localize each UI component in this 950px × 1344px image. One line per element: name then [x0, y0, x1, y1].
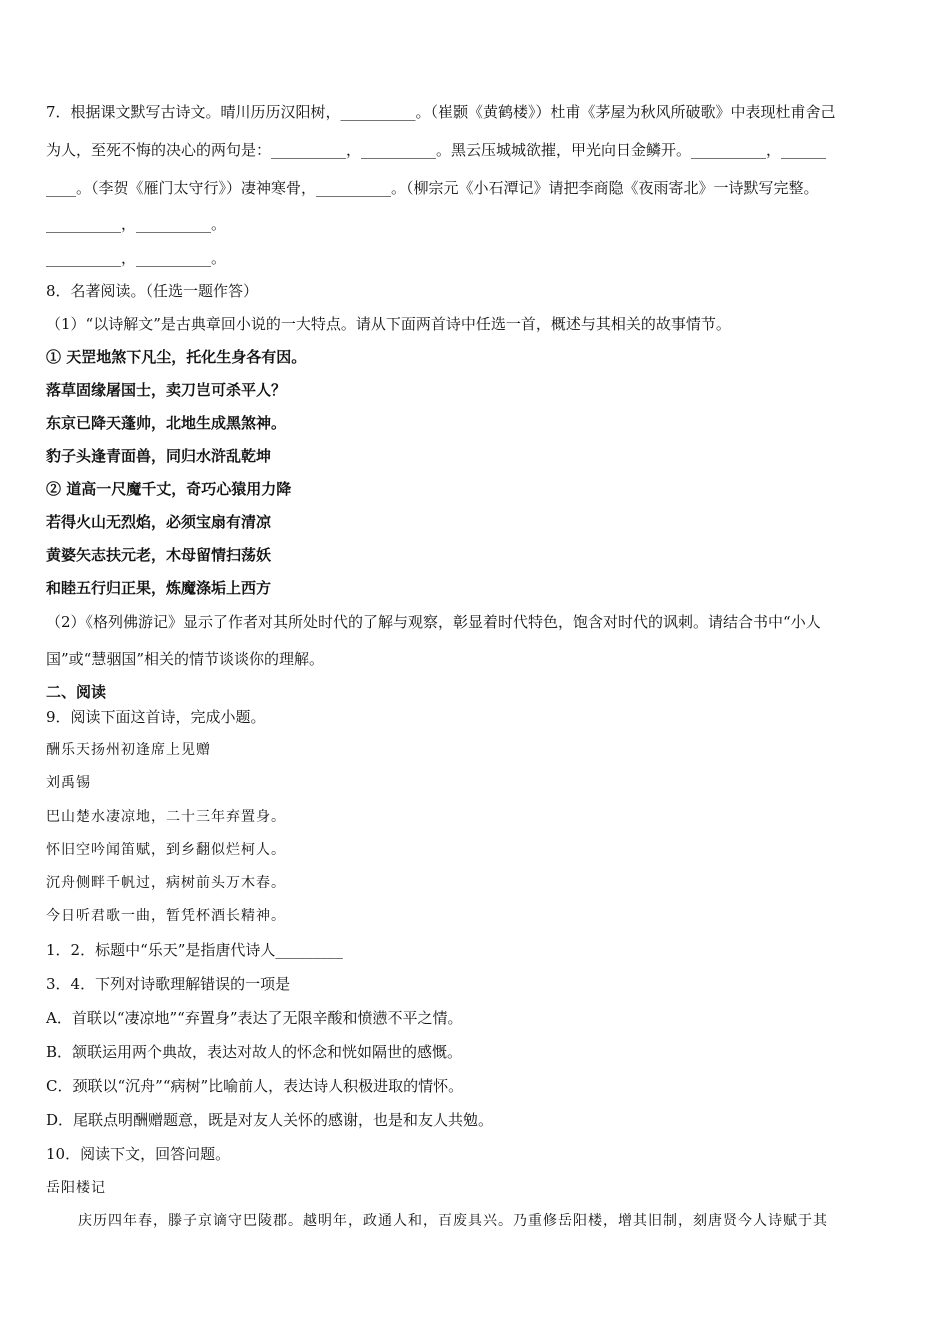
q7-line-2: 为人，至死不悔的决心的两句是：__________，__________。黑云压城城欲摧，甲光向日金鳞开。__________，______	[46, 141, 827, 159]
q9-poem-title: 酬乐天扬州初逢席上见赠	[46, 742, 211, 758]
q10-intro: 10．阅读下文，回答问题。	[46, 1145, 231, 1163]
q8-part1: （1）“以诗解文”是古典章回小说的一大特点。请从下面两首诗中任选一首，概述与其相关的故事情节。	[46, 315, 731, 333]
q9-option-c: C．颈联以“沉舟”“病树”比喻前人，表达诗人积极进取的情怀。	[46, 1077, 464, 1095]
q10-text-line: 庆历四年春，滕子京谪守巴陵郡。越明年，政通人和，百废具兴。乃重修岳阳楼，增其旧制，刻唐贤今人诗赋于其	[78, 1213, 828, 1229]
q9-author: 刘禹锡	[46, 775, 91, 791]
q9-poem-line: 沉舟侧畔千帆过，病树前头万木春。	[46, 875, 286, 891]
poem1-line: 落草固缘屠国士，卖刀岂可杀平人？	[46, 381, 287, 399]
q7-line-4: __________，__________。	[46, 215, 227, 233]
poem1-line: ① 天罡地煞下凡尘，托化生身各有因。	[46, 348, 307, 366]
q7-line-3: ____。（李贺《雁门太守行》）凄神寒骨，__________。（柳宗元《小石潭记》请把李商隐《夜雨寄北》一诗默写完整。	[46, 179, 819, 197]
q9-intro: 9．阅读下面这首诗，完成小题。	[46, 708, 266, 726]
poem1-line: 东京已降天蓬帅，北地生成黑煞神。	[46, 414, 287, 432]
q9-option-b: B．颔联运用两个典故，表达对故人的怀念和恍如隔世的感慨。	[46, 1043, 463, 1061]
q8-part2-line-1: （2）《格列佛游记》显示了作者对其所处时代的了解与观察，彰显着时代特色，饱含对时代的讽刺。请结合书中“小人	[46, 613, 821, 631]
q9-option-a: A．首联以“凄凉地”“弃置身”表达了无限辛酸和愤懑不平之情。	[46, 1009, 463, 1027]
q7-line-5: __________，__________。	[46, 249, 227, 267]
q9-sub2: 3．4．下列对诗歌理解错误的一项是	[46, 975, 291, 993]
poem2-line: 若得火山无烈焰，必须宝扇有清凉	[46, 513, 272, 531]
q9-poem-line: 巴山楚水凄凉地，二十三年弃置身。	[46, 809, 286, 825]
poem1-line: 豹子头逢青面兽，同归水浒乱乾坤	[46, 447, 272, 465]
section-heading: 二、阅读	[46, 683, 107, 701]
q7-line-1: 7．根据课文默写古诗文。晴川历历汉阳树，__________。（崔颢《黄鹤楼》）杜甫《茅屋为秋风所破歌》中表现杜甫舍己	[46, 103, 836, 121]
q10-title: 岳阳楼记	[46, 1180, 106, 1196]
q9-poem-line: 今日听君歌一曲，暂凭杯酒长精神。	[46, 908, 286, 924]
poem2-line: ② 道高一尺魔千丈，奇巧心猿用力降	[46, 480, 292, 498]
q8-part2-line-2: 国”或“慧骃国”相关的情节谈谈你的理解。	[46, 650, 325, 668]
q9-poem-line: 怀旧空吟闻笛赋，到乡翻似烂柯人。	[46, 842, 286, 858]
q9-sub1: 1．2．标题中“乐天”是指唐代诗人_________	[46, 941, 343, 959]
poem2-line: 和睦五行归正果，炼魔涤垢上西方	[46, 579, 272, 597]
q8-title: 8．名著阅读。（任选一题作答）	[46, 282, 259, 300]
q9-option-d: D．尾联点明酬赠题意，既是对友人关怀的感谢，也是和友人共勉。	[46, 1111, 494, 1129]
poem2-line: 黄婆矢志扶元老，木母留情扫荡妖	[46, 546, 272, 564]
